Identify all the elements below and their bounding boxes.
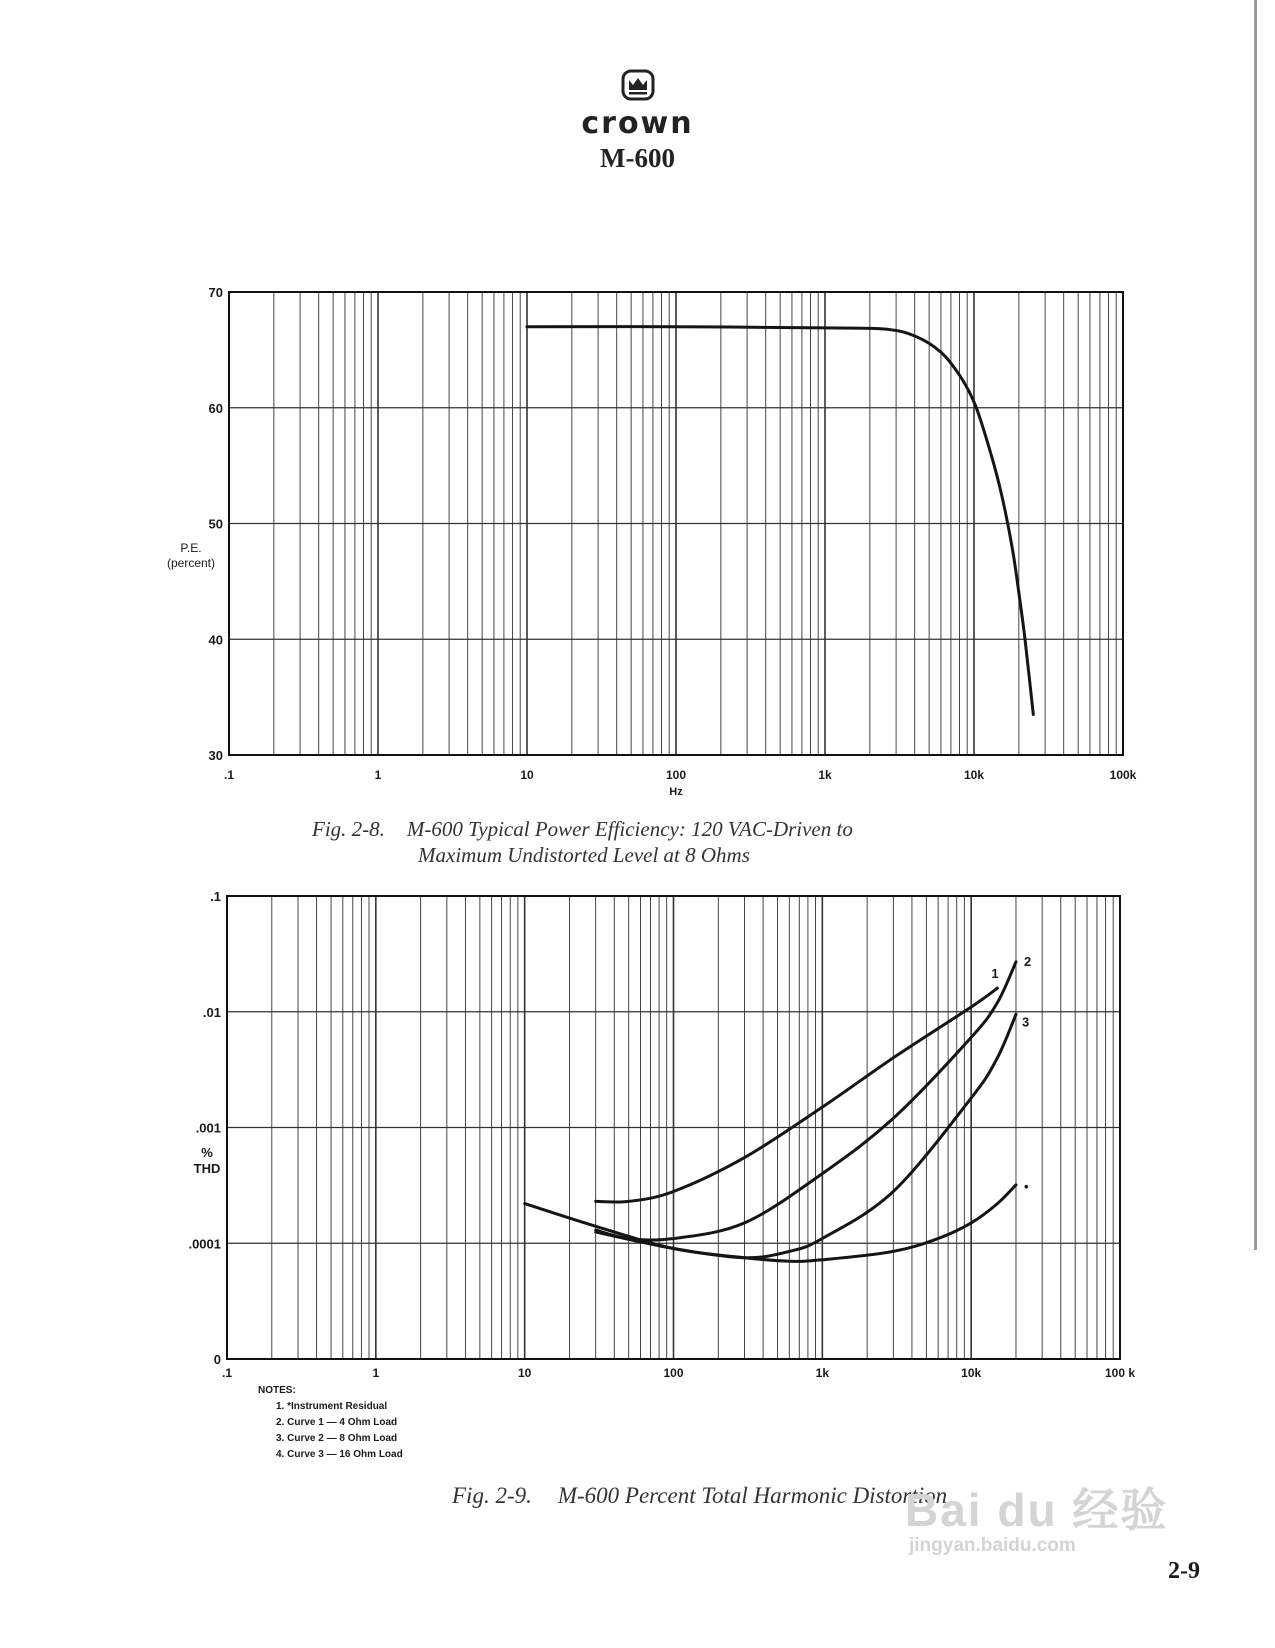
- x-tick-label: 10: [517, 1366, 532, 1380]
- page-number: 2-9: [1168, 1558, 1200, 1584]
- watermark-line2: jingyan.baidu.com: [909, 1535, 1076, 1556]
- chart2-y-axis-label-line1: %: [201, 1145, 213, 1160]
- x-tick-label: .1: [221, 1366, 233, 1380]
- model-name: M-600: [600, 143, 675, 173]
- chart2-x-ticks: [222, 1366, 1135, 1380]
- series-label: 1: [991, 966, 999, 982]
- power-efficiency-chart: [0, 0, 1275, 820]
- y-tick-label: .0001: [188, 1236, 221, 1252]
- x-tick-label: 100: [665, 768, 687, 782]
- y-tick-label: 0: [213, 1352, 221, 1367]
- chart2-y-ticks: [188, 889, 221, 1367]
- y-tick-label: 40: [208, 632, 223, 648]
- watermark-line1: Bai du 经验: [905, 1484, 1169, 1536]
- chart1-grid: [229, 292, 1123, 755]
- y-tick-label: .01: [202, 1004, 221, 1020]
- y-tick-label: 70: [208, 285, 223, 300]
- fig2-caption-number: Fig. 2-9.: [452, 1483, 532, 1508]
- x-tick-label: 10: [520, 768, 534, 782]
- chart1-y-axis-label-line1: P.E.: [180, 541, 202, 555]
- fig2-caption-text: M-600 Percent Total Harmonic Distortion: [557, 1483, 948, 1508]
- x-tick-label: 100 k: [1104, 1366, 1136, 1380]
- x-tick-label: 1k: [815, 1366, 830, 1380]
- series-label: 2: [1023, 953, 1032, 969]
- fig1-caption-line1: M-600 Typical Power Efficiency: 120 VAC-Driven to: [406, 817, 853, 841]
- x-tick-label: 100k: [1109, 768, 1137, 782]
- note-item: 4. Curve 3 — 16 Ohm Load: [276, 1449, 403, 1460]
- note-item: 1. *Instrument Residual: [276, 1401, 388, 1412]
- x-tick-label: 1: [372, 1366, 380, 1380]
- fig1-caption-line2: Maximum Undistorted Level at 8 Ohms: [418, 843, 750, 867]
- brand-name: crown: [581, 106, 694, 141]
- x-tick-label: .1: [223, 768, 235, 782]
- x-tick-label: 10k: [963, 768, 985, 782]
- y-tick-label: 30: [208, 748, 223, 763]
- chart2-grid: [227, 896, 1120, 1359]
- series-label: •: [1023, 1178, 1029, 1194]
- note-item: 2. Curve 1 — 4 Ohm Load: [276, 1417, 398, 1428]
- chart1-x-ticks: [224, 768, 1137, 782]
- series-line: [596, 988, 998, 1202]
- x-tick-label: 1: [374, 768, 382, 782]
- baidu-watermark: [905, 1485, 1168, 1557]
- note-item: 3. Curve 2 — 8 Ohm Load: [276, 1433, 398, 1444]
- thd-chart: [0, 860, 1275, 1460]
- chart1-x-axis-label: Hz: [669, 786, 683, 798]
- y-tick-label: 50: [208, 516, 223, 532]
- notes-title: NOTES:: [258, 1385, 296, 1396]
- chart2-y-axis-label-line2: THD: [193, 1161, 221, 1176]
- fig2-caption: [452, 1483, 947, 1509]
- chart1-y-ticks: [209, 285, 223, 763]
- x-tick-label: 1k: [818, 768, 832, 782]
- y-tick-label: 60: [208, 400, 223, 416]
- series-label: 3: [1021, 1014, 1030, 1030]
- x-tick-label: 100: [663, 1366, 684, 1380]
- fig2-notes: [258, 1383, 403, 1463]
- series-line: [525, 1185, 1016, 1262]
- x-tick-label: 10k: [961, 1366, 982, 1380]
- chart1-y-axis-label-line2: (percent): [166, 556, 216, 570]
- y-tick-label: .1: [210, 889, 221, 904]
- fig1-caption-number: Fig. 2-8.: [312, 817, 385, 841]
- y-tick-label: .001: [195, 1120, 221, 1136]
